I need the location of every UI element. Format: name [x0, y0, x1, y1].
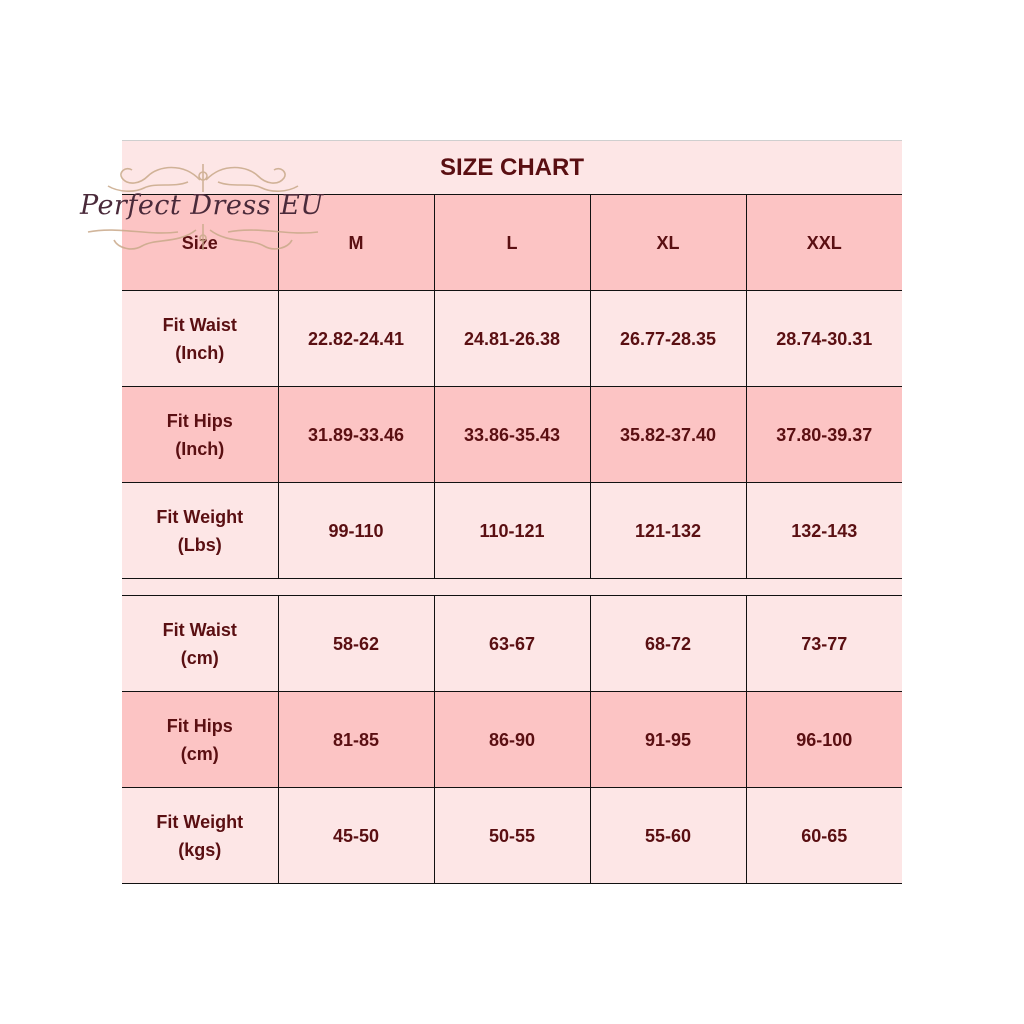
row-label	[122, 596, 278, 692]
row-label-line1: Fit Hips	[166, 410, 233, 431]
row-label	[122, 692, 278, 788]
table-cell: 55-60	[590, 788, 746, 884]
table-cell: 86-90	[434, 692, 590, 788]
table-cell: 35.82-37.40	[590, 387, 746, 483]
row-label	[122, 291, 278, 387]
size-header-cell: Size	[122, 195, 278, 291]
size-xxl-header: XXL	[746, 195, 902, 291]
table-cell: 22.82-24.41	[278, 291, 434, 387]
divider-cell	[122, 579, 902, 596]
row-label-line1: Fit Waist	[162, 314, 237, 335]
size-m-header: M	[278, 195, 434, 291]
table-cell: 58-62	[278, 596, 434, 692]
table-cell: 60-65	[746, 788, 902, 884]
row-label-line2: (Inch)	[175, 438, 225, 459]
size-l-header: L	[434, 195, 590, 291]
row-label	[122, 387, 278, 483]
table-row	[122, 788, 902, 884]
size-table	[122, 194, 902, 884]
table-cell: 33.86-35.43	[434, 387, 590, 483]
row-label-line1: Fit Weight	[156, 506, 244, 527]
size-chart	[122, 140, 902, 884]
table-cell: 26.77-28.35	[590, 291, 746, 387]
table-cell: 91-95	[590, 692, 746, 788]
row-label-line2: (kgs)	[178, 839, 222, 860]
table-cell: 63-67	[434, 596, 590, 692]
table-cell: 110-121	[434, 483, 590, 579]
table-cell: 99-110	[278, 483, 434, 579]
row-label-line2: (Lbs)	[177, 534, 222, 555]
size-xl-header: XL	[590, 195, 746, 291]
table-cell: 50-55	[434, 788, 590, 884]
row-label-line2: (Inch)	[175, 342, 225, 363]
table-cell: 73-77	[746, 596, 902, 692]
table-row	[122, 596, 902, 692]
row-label	[122, 483, 278, 579]
table-row	[122, 692, 902, 788]
table-row	[122, 291, 902, 387]
table-cell: 31.89-33.46	[278, 387, 434, 483]
section-divider	[122, 579, 902, 596]
row-label-line2: (cm)	[180, 743, 219, 764]
row-label-line1: Fit Weight	[156, 811, 244, 832]
table-cell: 24.81-26.38	[434, 291, 590, 387]
chart-title: SIZE CHART	[122, 140, 902, 194]
table-cell: 132-143	[746, 483, 902, 579]
table-cell: 68-72	[590, 596, 746, 692]
table-cell: 37.80-39.37	[746, 387, 902, 483]
table-cell: 96-100	[746, 692, 902, 788]
brand-logo-text: Perfect Dress EU	[80, 190, 324, 221]
table-row	[122, 387, 902, 483]
table-row	[122, 483, 902, 579]
table-cell: 28.74-30.31	[746, 291, 902, 387]
table-cell: 81-85	[278, 692, 434, 788]
row-label-line1: Fit Waist	[162, 619, 237, 640]
table-cell: 121-132	[590, 483, 746, 579]
row-label-line2: (cm)	[180, 647, 219, 668]
table-cell: 45-50	[278, 788, 434, 884]
row-label	[122, 788, 278, 884]
row-label-line1: Fit Hips	[166, 715, 233, 736]
